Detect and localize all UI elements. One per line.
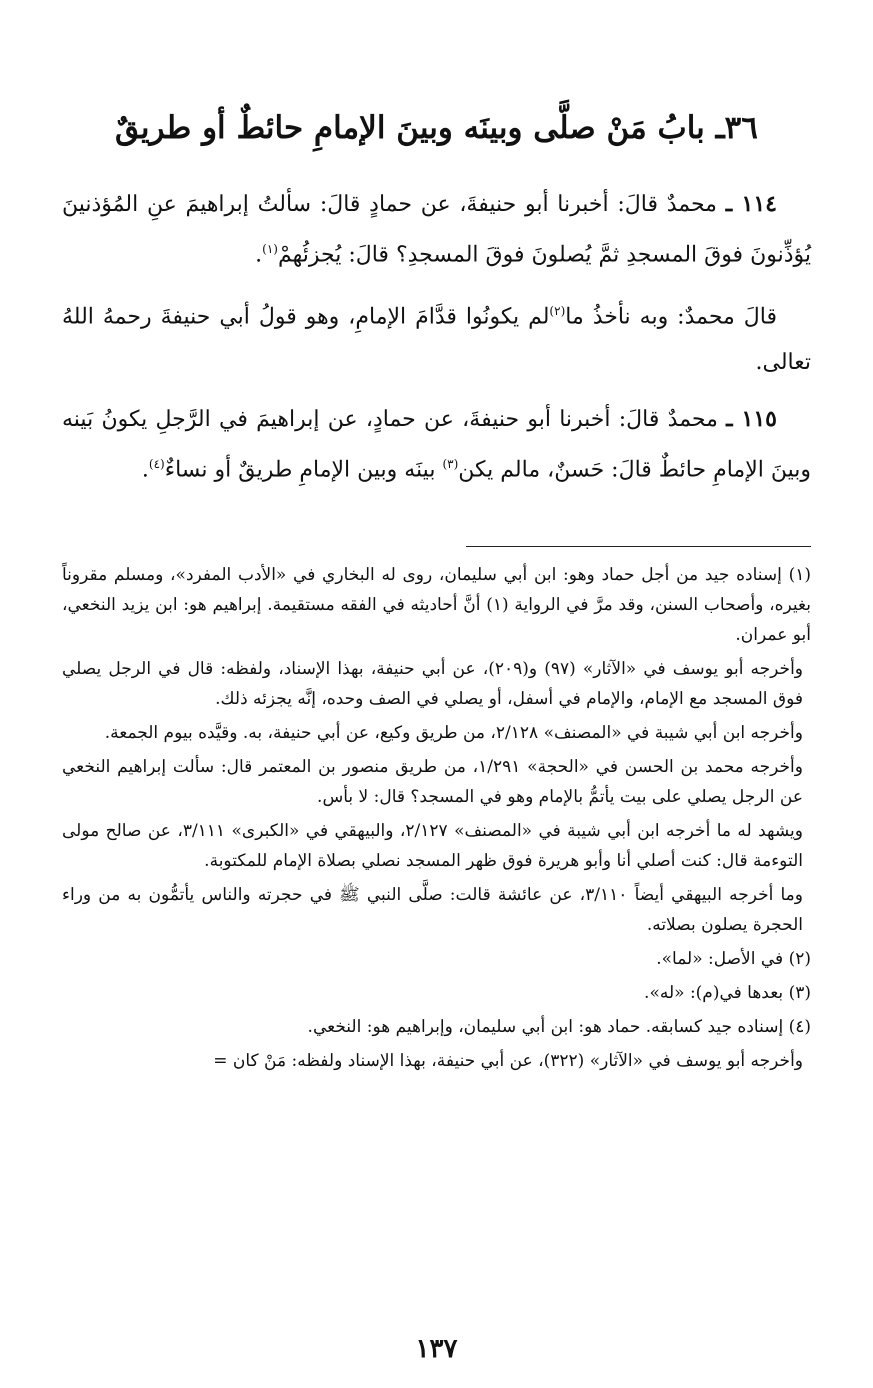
page-number: ١٣٧ bbox=[415, 1334, 458, 1364]
commentary-paragraph bbox=[62, 289, 811, 384]
hadith-115 bbox=[62, 397, 811, 492]
sentence-end: . bbox=[255, 242, 263, 268]
sentence-end: . bbox=[141, 456, 149, 482]
footnote: وأخرجه أبو يوسف في «الآثار» (٣٢٢)، عن أبي حنيفة، بهذا الإسناد ولفظه: مَنْ كان = bbox=[213, 1051, 803, 1071]
hadith-text: محمدٌ قالَ: أخبرنا أبو حنيفةَ، عن حمادٍ، عن إبراهيمَ في الرَّجلِ يكونُ بَينه وبينَ الإمامِ حائطٌ قالَ: حَسنٌ، مالم يكن bbox=[62, 406, 811, 482]
commentary-text: لم يكونُوا قدَّامَ الإمامِ، وهو قولُ أبي حنيفةَ رحمهُ اللهُ تعالى. bbox=[62, 304, 811, 375]
footnote: وما أخرجه البيهقي أيضاً ٣/١١٠، عن عائشة قالت: صلَّى النبي ﷺ في حجرته والناس يأتمُّون به من وراء الحجرة يصلون بصلاته. bbox=[62, 885, 803, 935]
footnote-ref: (١) bbox=[262, 242, 278, 256]
footnote: وأخرجه محمد بن الحسن في «الحجة» ١/٢٩١، من طريق منصور بن المعتمر قال: سألت إبراهيم النخعي عن الرجل يصلي على بيت يأتمُّ بالإمام وهو في المسجد؟ قال: لا بأس. bbox=[62, 757, 803, 807]
hadith-114 bbox=[62, 182, 811, 277]
footnote: (٤) إسناده جيد كسابقه. حماد هو: ابن أبي سليمان، وإبراهيم هو: النخعي. bbox=[307, 1017, 811, 1037]
footnote: (٣) بعدها في(م): «له». bbox=[644, 983, 811, 1003]
hadith-number: ١١٤ ـ bbox=[725, 191, 777, 217]
chapter-title: ٣٦ـ بابُ مَنْ صلَّى وبينَه وبينَ الإمامِ حائطٌ أو طريقٌ bbox=[115, 110, 758, 146]
main-text bbox=[62, 182, 811, 504]
footnote: وأخرجه أبو يوسف في «الآثار» (٩٧) و(٢٠٩)، عن أبي حنيفة، بهذا الإسناد، ولفظه: قال في الرجل يصلي فوق المسجد مع الإمام، والإمام في أسفل، أو يصلي في الصف وحده، إنَّه يجزئه ذلك. bbox=[62, 659, 803, 709]
footnote: ويشهد له ما أخرجه ابن أبي شيبة في «المصنف» ٢/١٢٧، والبيهقي في «الكبرى» ٣/١١١، عن صالح مولى التوءمة قال: كنت أصلي أنا وأبو هريرة فوق ظهر المسجد نصلي بصلاة الإمام للمكتوبة. bbox=[62, 821, 803, 871]
hadith-text: بينَه وبين الإمامِ طريقٌ أو نساءٌ bbox=[164, 456, 436, 482]
commentary-text: قالَ محمدٌ: وبه نأخذُ ما bbox=[565, 304, 777, 330]
footnote: (٢) في الأصل: «لما». bbox=[656, 949, 811, 969]
footnote-ref: (٣) bbox=[442, 456, 459, 471]
footnote: وأخرجه ابن أبي شيبة في «المصنف» ٢/١٢٨، من طريق وكيع، عن أبي حنيفة، به. وقيَّده بيوم الجمعة. bbox=[104, 723, 803, 743]
footnotes bbox=[62, 560, 811, 1080]
footnote-divider bbox=[466, 546, 811, 547]
footnote-ref: (٢) bbox=[549, 304, 566, 319]
hadith-text: محمدٌ قالَ: أخبرنا أبو حنيفةَ، عن حمادٍ قالَ: سألتُ إبراهيمَ عنِ المُؤذنينَ يُؤذِّنونَ فوقَ المسجدِ ثمَّ يُصلونَ فوقَ المسجدِ؟ قالَ: يُجزئُهمْ bbox=[62, 192, 811, 268]
footnote: (١) إسناده جيد من أجل حماد وهو: ابن أبي سليمان، روى له البخاري في «الأدب المفرد»، ومسلم مقروناً بغيره، وأصحاب السنن، وقد مرَّ في الرواية (١) أنَّ أحاديثه في الفقه مستقيمة. إبراهيم هو: ابن يزيد النخعي، أبو عمران. bbox=[62, 565, 811, 645]
hadith-number: ١١٥ ـ bbox=[726, 405, 777, 432]
footnote-ref: (٤) bbox=[148, 456, 165, 471]
